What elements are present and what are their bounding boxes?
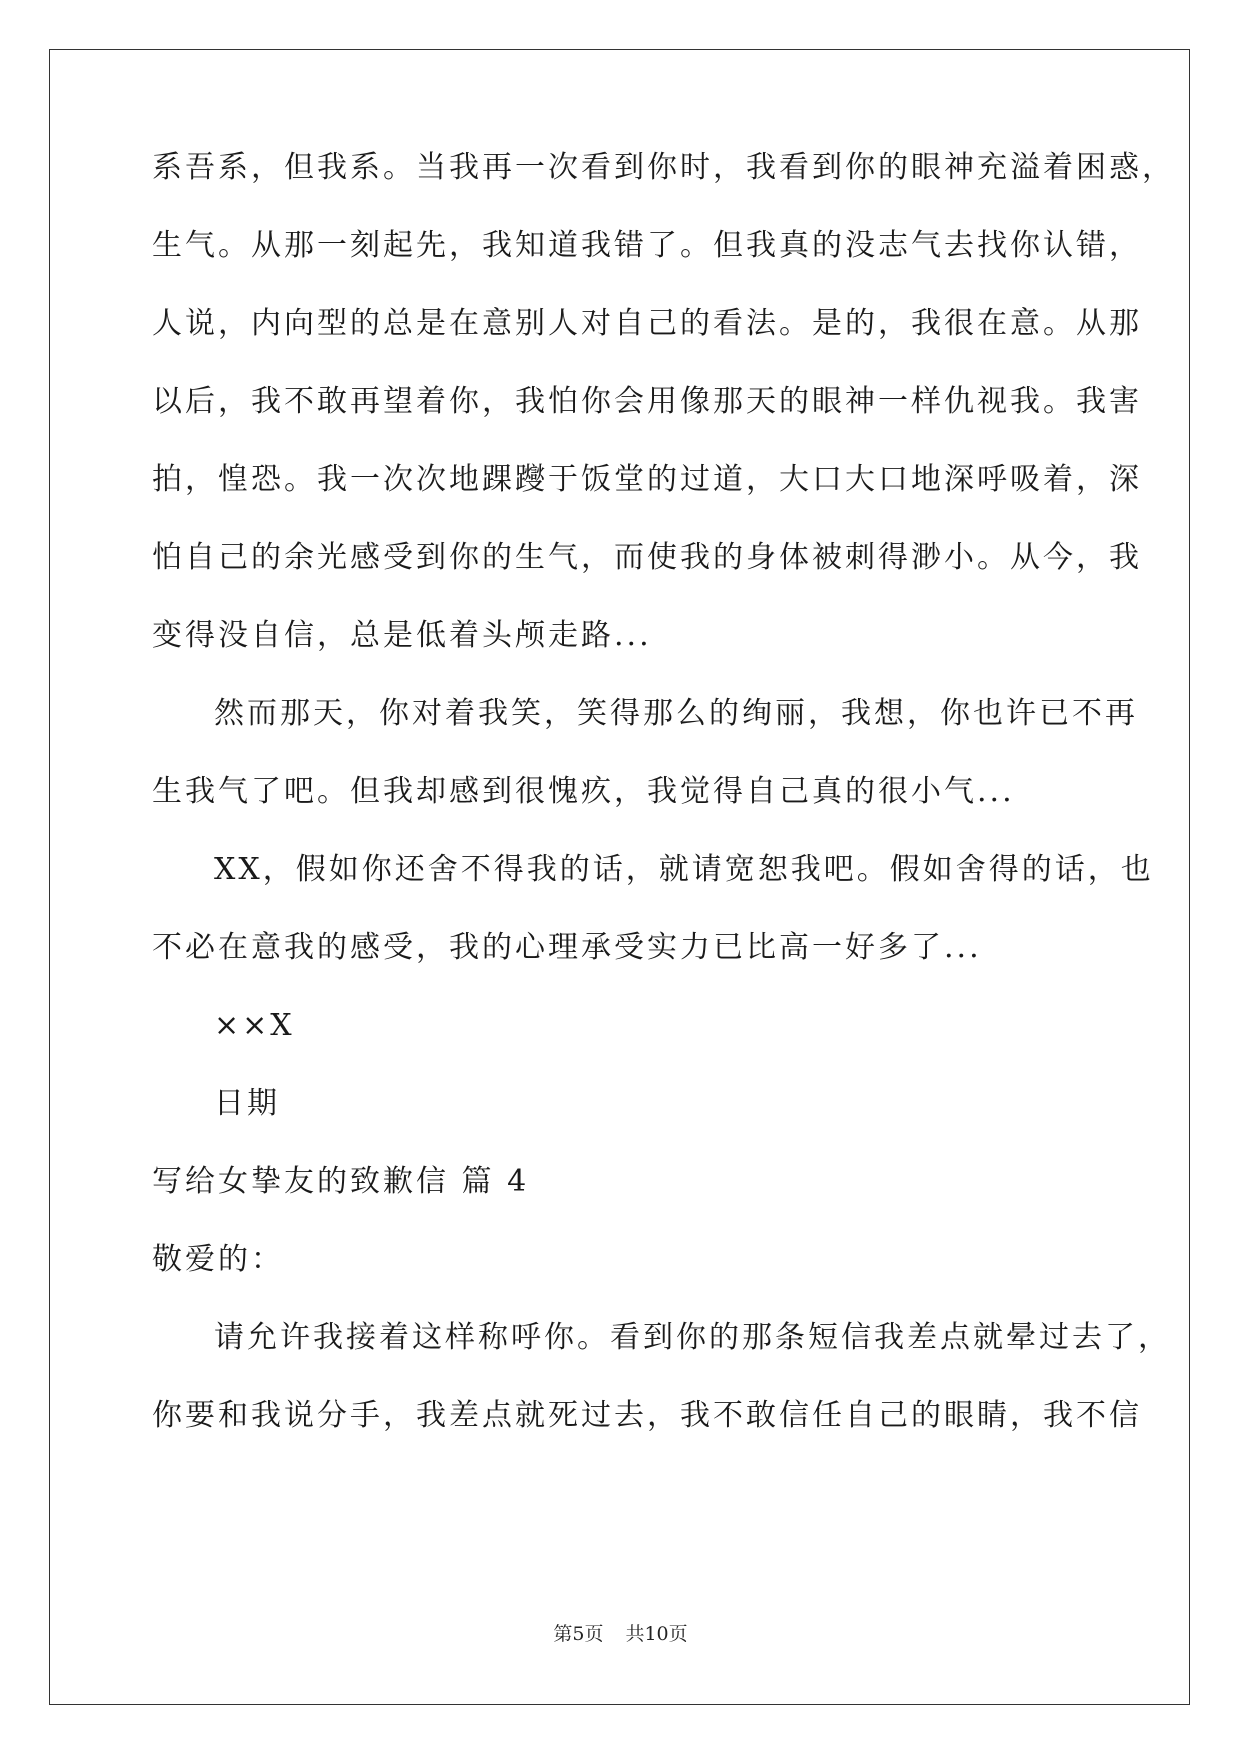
page-total: 共10页 — [625, 1623, 688, 1645]
paragraph-line: 以后，我不敢再望着你，我怕你会用像那天的眼神一样仇视我。我害 — [152, 384, 1142, 419]
paragraph-line: 人说，内向型的总是在意别人对自己的看法。是的，我很在意。从那 — [152, 306, 1142, 341]
page-footer — [0, 1619, 1241, 1646]
page-number: 第5页 — [553, 1623, 604, 1645]
paragraph-line: 生气。从那一刻起先，我知道我错了。但我真的没志气去找你认错， — [152, 228, 1142, 263]
signature: ××X — [214, 1008, 295, 1043]
section-heading: 写给女挚友的致歉信 篇 4 — [152, 1164, 530, 1199]
paragraph-line: 生我气了吧。但我却感到很愧疚，我觉得自己真的很小气... — [152, 774, 1015, 809]
paragraph-line: XX，假如你还舍不得我的话，就请宽恕我吧。假如舍得的话，也 — [214, 852, 1154, 887]
paragraph-line: 系吾系，但我系。当我再一次看到你时，我看到你的眼神充溢着困惑， — [152, 150, 1175, 185]
paragraph-line: 然而那天，你对着我笑，笑得那么的绚丽，我想，你也许已不再 — [214, 696, 1138, 731]
salutation: 敬爱的： — [152, 1242, 284, 1277]
date-label: 日期 — [214, 1086, 280, 1121]
paragraph-line: 变得没自信，总是低着头颅走路... — [152, 618, 652, 653]
paragraph-line: 拍，惶恐。我一次次地踝躞于饭堂的过道，大口大口地深呼吸着，深 — [152, 462, 1142, 497]
paragraph-line: 你要和我说分手，我差点就死过去，我不敢信任自己的眼睛，我不信 — [152, 1398, 1142, 1433]
paragraph-line: 不必在意我的感受，我的心理承受实力已比高一好多了... — [152, 930, 982, 965]
paragraph-line: 请允许我接着这样称呼你。看到你的那条短信我差点就晕过去了， — [214, 1320, 1171, 1355]
paragraph-line: 怕自己的余光感受到你的生气，而使我的身体被刺得渺小。从今，我 — [152, 540, 1142, 575]
